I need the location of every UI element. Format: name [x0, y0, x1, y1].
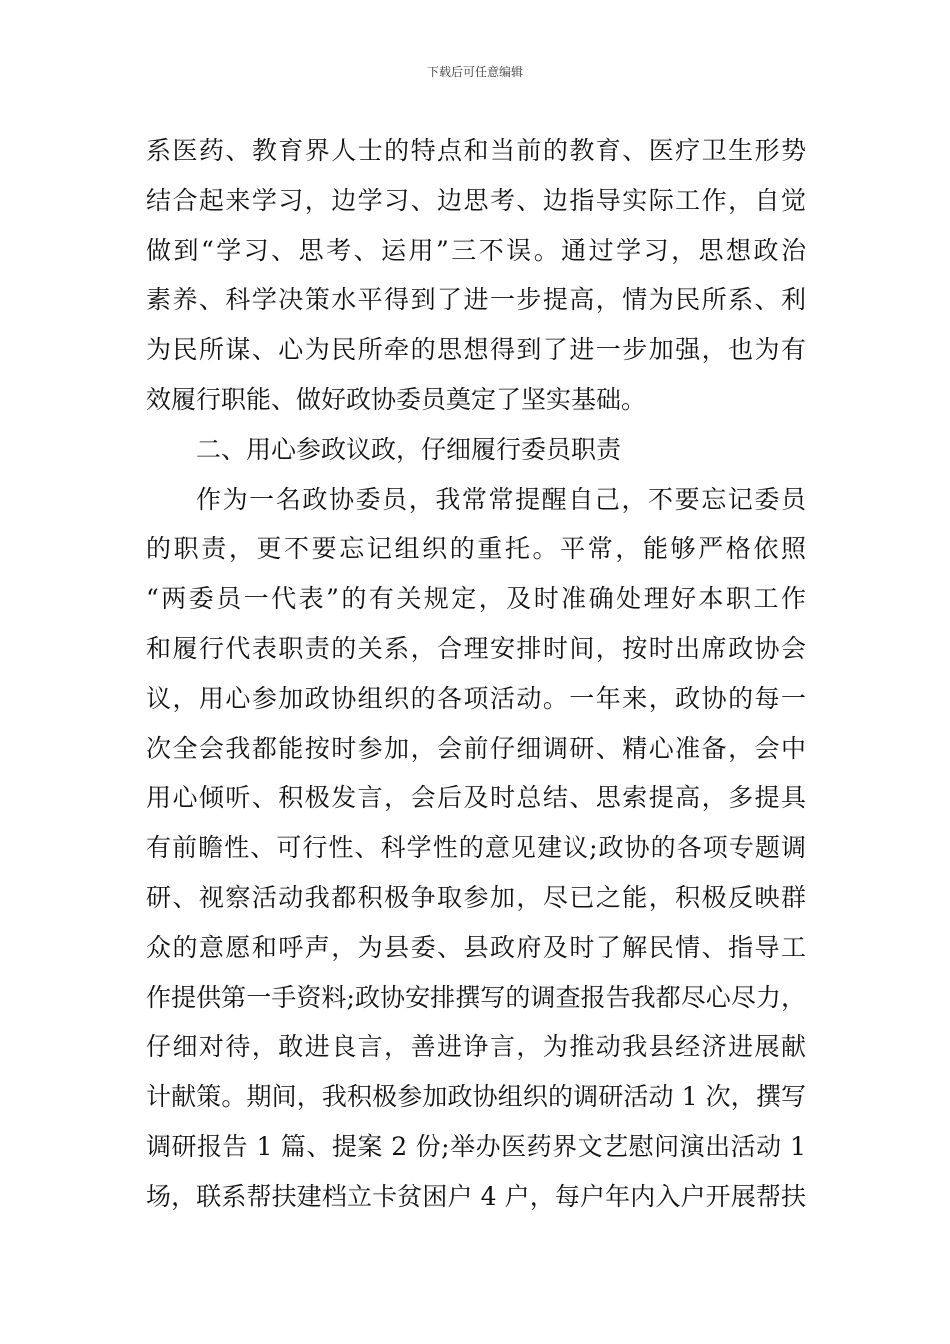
- text-line: 场，联系帮扶建档立卡贫困户 4 户，每户年内入户开展帮扶: [146, 1181, 806, 1211]
- page-header: 下载后可任意编辑: [426, 65, 523, 79]
- text-line: 为民所谋、心为民所牵的思想得到了进一步加强，也为有: [146, 335, 806, 365]
- text-line: 次全会我都能按时参加，会前仔细调研、精心准备，会中: [146, 733, 806, 763]
- text-line: 仔细对待，敢进良言，善进诤言，为推动我县经济进展献: [146, 1032, 806, 1062]
- text-line: 作为一名政协委员，我常常提醒自己，不要忘记委员: [196, 484, 806, 514]
- section-heading: 二、用心参政议政，仔细履行委员职责: [196, 434, 622, 464]
- text-line: 的职责，更不要忘记组织的重托。平常，能够严格依照: [146, 534, 806, 564]
- text-line: 素养、科学决策水平得到了进一步提高，情为民所系、利: [146, 285, 806, 315]
- text-line: 和履行代表职责的关系，合理安排时间，按时出席政协会: [146, 633, 806, 663]
- text-line: 研、视察活动我都积极争取参加，尽已之能，积极反映群: [146, 882, 806, 912]
- text-line: 效履行职能、做好政协委员奠定了坚实基础。: [146, 384, 647, 414]
- document-body: [146, 126, 806, 1222]
- text-line: “两委员一代表”的有关规定，及时准确处理好本职工作: [146, 584, 806, 614]
- text-line: 调研报告 1 篇、提案 2 份;举办医药界文艺慰问演出活动 1: [146, 1131, 806, 1161]
- text-line: 作提供第一手资料;政协安排撰写的调查报告我都尽心尽力，: [146, 982, 806, 1012]
- text-line: 系医药、教育界人士的特点和当前的教育、医疗卫生形势: [146, 136, 806, 165]
- text-line: 有前瞻性、可行性、科学性的意见建议;政协的各项专题调: [146, 833, 806, 863]
- text-line: 做到“学习、思考、运用”三不误。通过学习，思想政治: [146, 235, 806, 265]
- text-line: 议，用心参加政协组织的各项活动。一年来，政协的每一: [146, 683, 806, 713]
- text-line: 众的意愿和呼声，为县委、县政府及时了解民情、指导工: [146, 932, 806, 962]
- text-line: 计献策。期间，我积极参加政协组织的调研活动 1 次，撰写: [146, 1082, 806, 1112]
- text-line: 用心倾听、积极发言，会后及时总结、思索提高，多提具: [146, 783, 806, 813]
- text-line: 结合起来学习，边学习、边思考、边指导实际工作，自觉: [146, 185, 806, 215]
